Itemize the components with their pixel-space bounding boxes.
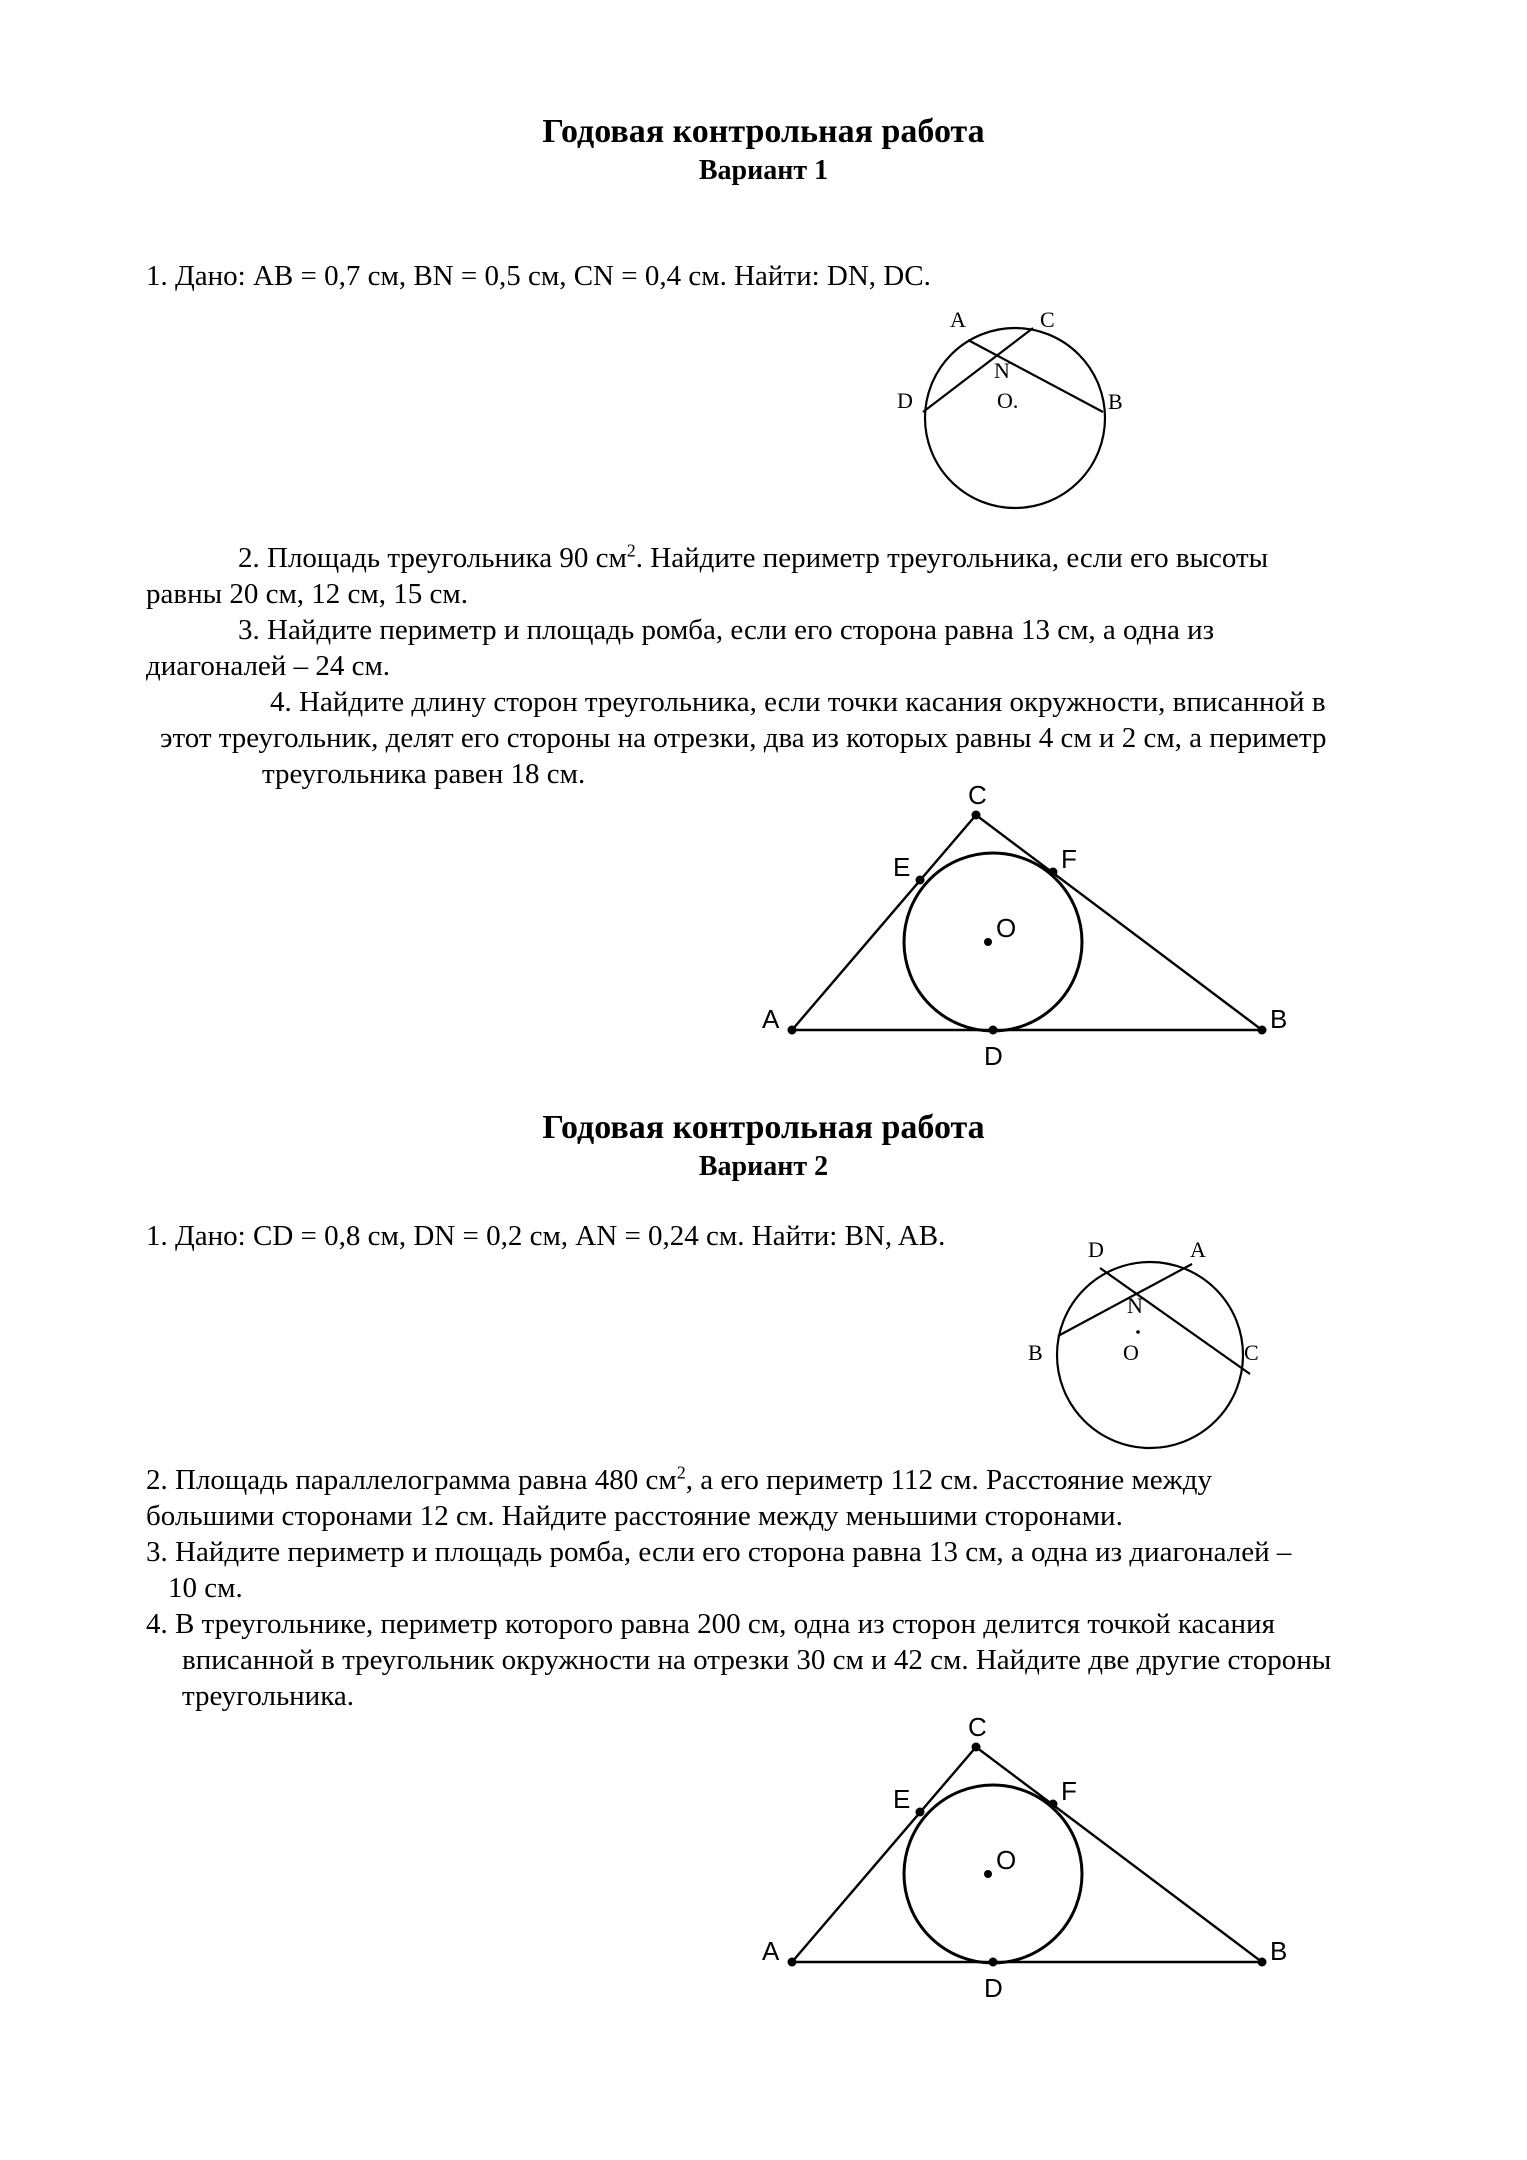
circle bbox=[1057, 1262, 1243, 1448]
label-c: C bbox=[968, 1712, 987, 1742]
point-label-d: D bbox=[897, 388, 913, 413]
variant1-title: Годовая контрольная работа bbox=[542, 113, 985, 150]
center-label-o: O. bbox=[997, 388, 1019, 413]
triangle-abc bbox=[792, 815, 1262, 1030]
variant1-task-2-line2: равны 20 см, 12 см, 15 см. bbox=[146, 578, 468, 610]
chord-ab bbox=[1058, 1264, 1192, 1336]
variant2-task-1: 1. Дано: CD = 0,8 см, DN = 0,2 см, AN = 0,24 см. Найти: BN, AB. bbox=[146, 1220, 946, 1252]
variant2-task-4-line2: вписанной в треугольник окружности на отрезки 30 см и 42 см. Найдите две другие стороны bbox=[182, 1644, 1332, 1676]
variant2-task-2-line1 bbox=[146, 1462, 1212, 1498]
circle bbox=[925, 328, 1105, 508]
variant1-task-4-line1: 4. Найдите длину сторон треугольника, если точки касания окружности, вписанной в bbox=[270, 686, 1326, 718]
point-label-c: C bbox=[1244, 1340, 1259, 1365]
variant1-task-2-line1 bbox=[238, 540, 1268, 576]
label-e: E bbox=[893, 852, 911, 882]
label-f: F bbox=[1061, 844, 1077, 874]
point-e bbox=[916, 876, 925, 885]
variant2-title: Годовая контрольная работа bbox=[542, 1109, 985, 1146]
label-d: D bbox=[984, 1973, 1003, 2003]
point-label-n: N bbox=[994, 358, 1010, 383]
variant1-inscribed-circle-figure bbox=[740, 780, 1300, 1080]
point-b bbox=[1258, 1958, 1267, 1967]
label-d: D bbox=[984, 1041, 1003, 1071]
point-label-b: B bbox=[1028, 1340, 1043, 1365]
point-label-a: A bbox=[950, 307, 966, 332]
label-o: O bbox=[996, 1845, 1017, 1875]
point-a bbox=[788, 1026, 797, 1035]
point-e bbox=[916, 1808, 925, 1817]
square-superscript: 2 bbox=[676, 1462, 686, 1483]
label-a: A bbox=[762, 1936, 780, 1966]
variant2-subtitle: Вариант 2 bbox=[698, 1151, 829, 1182]
point-b bbox=[1258, 1026, 1267, 1035]
center-dot bbox=[1136, 1330, 1140, 1334]
label-b: B bbox=[1270, 1936, 1288, 1966]
point-label-b: B bbox=[1108, 389, 1123, 414]
label-e: E bbox=[893, 1784, 911, 1814]
label-a: A bbox=[762, 1004, 780, 1034]
point-c bbox=[972, 811, 981, 820]
variant1-task-2-text: 2. Площадь треугольника 90 см bbox=[238, 542, 627, 574]
point-label-c: C bbox=[1040, 307, 1055, 332]
point-d bbox=[989, 1026, 998, 1035]
label-o: O bbox=[996, 913, 1017, 943]
variant2-task-3-line1: 3. Найдите периметр и площадь ромба, если его сторона равна 13 см, а одна из диагоналей – bbox=[146, 1536, 1292, 1568]
point-c bbox=[972, 1743, 981, 1752]
point-label-a: A bbox=[1190, 1237, 1206, 1262]
point-d bbox=[989, 1958, 998, 1967]
variant1-circle-chords-figure bbox=[880, 300, 1180, 520]
square-superscript: 2 bbox=[626, 540, 636, 561]
center-o bbox=[984, 1870, 992, 1878]
center-label-o: O bbox=[1123, 1340, 1139, 1365]
label-b: B bbox=[1270, 1004, 1288, 1034]
variant2-task-2-text: 2. Площадь параллелограмма равна 480 см bbox=[146, 1464, 677, 1496]
variant1-task-4-line2: этот треугольник, делят его стороны на отрезки, два из которых равны 4 см и 2 см, а периметр bbox=[160, 722, 1327, 754]
label-f: F bbox=[1061, 1776, 1077, 1806]
label-c: C bbox=[968, 780, 987, 810]
variant1-task-2-text-cont: . Найдите периметр треугольника, если его высоты bbox=[635, 542, 1269, 574]
variant2-task-4-line3: треугольника. bbox=[182, 1680, 354, 1712]
variant2-task-3-line2: 10 см. bbox=[168, 1572, 243, 1604]
center-o bbox=[984, 938, 992, 946]
triangle-abc bbox=[792, 1747, 1262, 1962]
variant2-inscribed-circle-figure bbox=[740, 1712, 1300, 2012]
point-f bbox=[1049, 1800, 1058, 1809]
variant1-subtitle: Вариант 1 bbox=[698, 155, 829, 186]
point-label-n: N bbox=[1127, 1293, 1143, 1318]
variant2-task-2-line2: большими сторонами 12 см. Найдите расстояние между меньшими сторонами. bbox=[146, 1500, 1123, 1532]
chord-ab bbox=[968, 340, 1103, 412]
point-label-d: D bbox=[1088, 1237, 1104, 1262]
variant1-task-1: 1. Дано: AB = 0,7 см, BN = 0,5 см, CN = 0,4 см. Найти: DN, DC. bbox=[146, 260, 931, 292]
variant2-task-4-line1: 4. В треугольнике, периметр которого равна 200 см, одна из сторон делится точкой касания bbox=[146, 1608, 1275, 1640]
inscribed-circle bbox=[904, 853, 1082, 1031]
point-f bbox=[1049, 868, 1058, 877]
variant1-task-3-line1: 3. Найдите периметр и площадь ромба, если его сторона равна 13 см, а одна из bbox=[238, 614, 1215, 646]
variant2-circle-chords-figure bbox=[1020, 1237, 1320, 1460]
point-a bbox=[788, 1958, 797, 1967]
variant2-task-2-text-cont: , а его периметр 112 см. Расстояние между bbox=[685, 1464, 1212, 1496]
inscribed-circle bbox=[904, 1785, 1082, 1963]
variant1-task-3-line2: диагоналей – 24 см. bbox=[146, 650, 391, 682]
variant1-task-4-line3: треугольника равен 18 см. bbox=[262, 758, 586, 790]
